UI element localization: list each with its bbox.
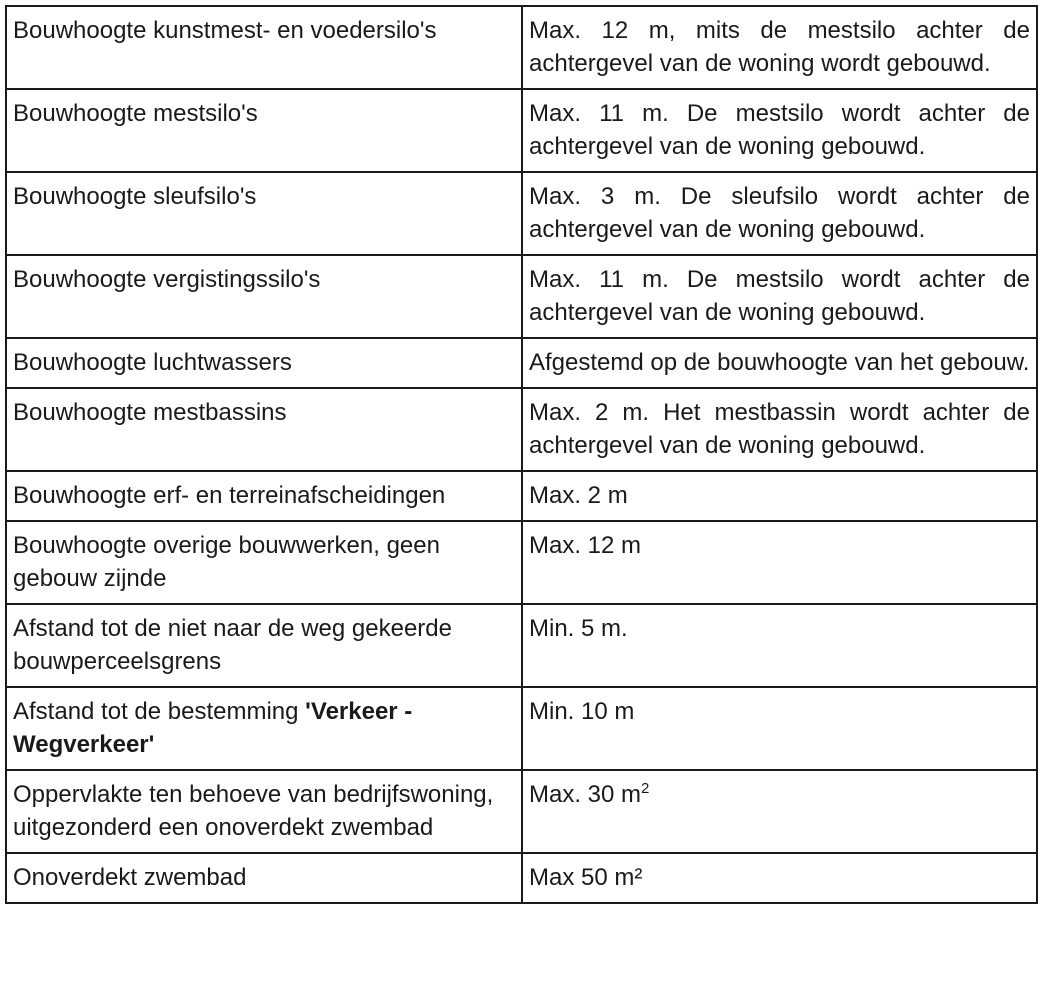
row-label: Bouwhoogte sleufsilo's (6, 172, 522, 255)
table-row (6, 255, 1037, 338)
row-value: Max. 11 m. De mestsilo wordt achter de achtergevel van de woning gebouwd. (522, 89, 1037, 172)
row-label-text: Afstand tot de bestemming (13, 698, 306, 725)
row-label: Bouwhoogte mestsilo's (6, 89, 522, 172)
table-row (6, 172, 1037, 255)
row-value: Min. 5 m. (522, 604, 1037, 687)
row-label: Bouwhoogte erf- en terreinafscheidingen (6, 471, 522, 521)
regulations-table (5, 5, 1038, 904)
row-value: Max. 12 m, mits de mestsilo achter de achtergevel van de woning wordt gebouwd. (522, 6, 1037, 89)
row-value-text: Max. 30 m (529, 781, 642, 808)
row-label: Oppervlakte ten behoeve van bedrijfswoning, uitgezonderd een onoverdekt zwembad (6, 770, 522, 853)
row-value: Afgestemd op de bouwhoogte van het gebouw. (522, 338, 1037, 388)
table-row (6, 770, 1037, 853)
row-value: Max. 12 m (522, 521, 1037, 604)
row-label: Onoverdekt zwembad (6, 853, 522, 903)
superscript-exponent: 2 (641, 780, 650, 797)
table-row (6, 89, 1037, 172)
row-label-bold: 'Verkeer - Wegverkeer' (13, 698, 413, 758)
row-label: Afstand tot de niet naar de weg gekeerde bouwperceelsgrens (6, 604, 522, 687)
table-row (6, 853, 1037, 903)
row-label (6, 687, 522, 770)
table-row (6, 471, 1037, 521)
table-row (6, 6, 1037, 89)
row-label: Bouwhoogte luchtwassers (6, 338, 522, 388)
table-row (6, 388, 1037, 471)
row-value (522, 770, 1037, 853)
row-value: Max. 2 m. Het mestbassin wordt achter de achtergevel van de woning gebouwd. (522, 388, 1037, 471)
table-row (6, 338, 1037, 388)
row-label: Bouwhoogte mestbassins (6, 388, 522, 471)
table-row (6, 604, 1037, 687)
row-label: Bouwhoogte vergistingssilo's (6, 255, 522, 338)
table-row (6, 521, 1037, 604)
row-label: Bouwhoogte overige bouwwerken, geen gebouw zijnde (6, 521, 522, 604)
row-value: Max. 3 m. De sleufsilo wordt achter de achtergevel van de woning gebouwd. (522, 172, 1037, 255)
row-value: Max. 2 m (522, 471, 1037, 521)
row-label: Bouwhoogte kunstmest- en voedersilo's (6, 6, 522, 89)
table-row (6, 687, 1037, 770)
row-value: Min. 10 m (522, 687, 1037, 770)
row-value: Max. 11 m. De mestsilo wordt achter de achtergevel van de woning gebouwd. (522, 255, 1037, 338)
row-value: Max 50 m² (522, 853, 1037, 903)
